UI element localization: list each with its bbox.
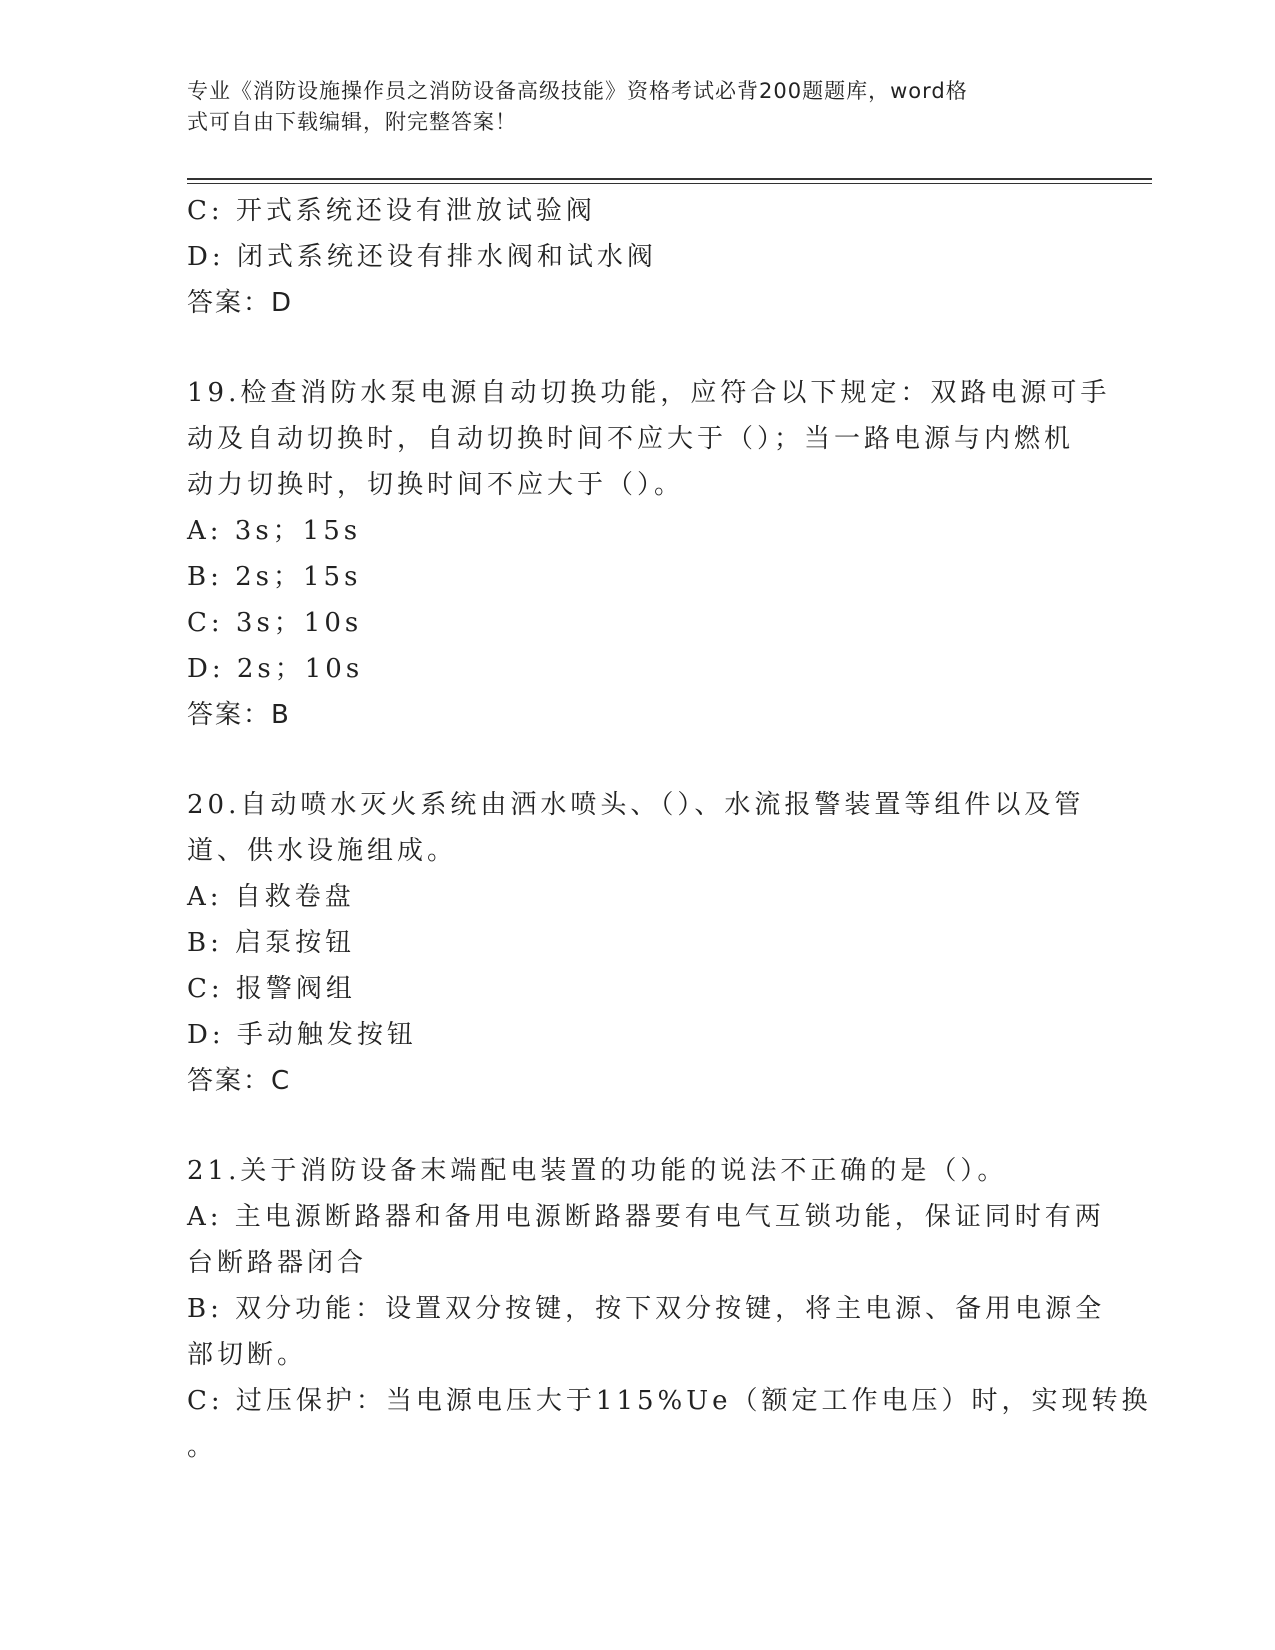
option-c-continued: 。	[187, 1432, 218, 1462]
option-b: B: 2s；15s	[187, 562, 362, 592]
header-divider-thin	[187, 183, 1152, 184]
question-stem: 19.检查消防水泵电源自动切换功能，应符合以下规定：双路电源可手	[187, 378, 1111, 408]
question-stem: 20.自动喷水灭火系统由洒水喷头、（）、水流报警装置等组件以及管	[187, 790, 1085, 820]
option-b: B: 启泵按钮	[187, 928, 356, 958]
answer: 答案：C	[187, 1066, 292, 1096]
question-stem: 动力切换时，切换时间不应大于（）。	[187, 470, 685, 500]
document-header	[187, 76, 1067, 138]
question-stem: 道、供水设施组成。	[187, 836, 458, 866]
answer: 答案：B	[187, 700, 291, 730]
option-c: C: 开式系统还设有泄放试验阀	[187, 196, 596, 226]
spacer	[187, 1104, 1087, 1148]
question-stem: 动及自动切换时，自动切换时间不应大于（）；当一路电源与内燃机	[187, 424, 1075, 454]
question-19	[187, 370, 1111, 738]
answer: 答案：D	[187, 288, 294, 318]
option-a: A: 主电源断路器和备用电源断路器要有电气互锁功能，保证同时有两	[187, 1202, 1105, 1232]
question-18-tail	[187, 188, 1087, 326]
option-c: C: 3s；10s	[187, 608, 363, 638]
question-content	[187, 188, 1152, 1470]
option-c: C: 报警阀组	[187, 974, 356, 1004]
header-line-2: 式可自由下载编辑，附完整答案！	[187, 110, 517, 134]
header-line-1: 专业《消防设施操作员之消防设备高级技能》资格考试必背200题题库，word格	[187, 79, 968, 103]
option-d: D: 闭式系统还设有排水阀和试水阀	[187, 242, 657, 272]
option-a: A: 自救卷盘	[187, 882, 355, 912]
option-b-continued: 部切断。	[187, 1340, 308, 1370]
option-b: B: 双分功能：设置双分按键，按下双分按键，将主电源、备用电源全	[187, 1294, 1106, 1324]
spacer	[187, 738, 1087, 782]
option-a-continued: 台断路器闭合	[187, 1248, 368, 1278]
option-d: D: 手动触发按钮	[187, 1020, 417, 1050]
spacer	[187, 326, 1087, 370]
header-divider-thick	[187, 178, 1152, 180]
question-stem: 21.关于消防设备末端配电装置的功能的说法不正确的是（）。	[187, 1156, 1008, 1186]
question-20	[187, 782, 1087, 1104]
option-c: C: 过压保护：当电源电压大于115%Ue（额定工作电压）时，实现转换	[187, 1386, 1152, 1416]
option-d: D: 2s；10s	[187, 654, 364, 684]
option-a: A: 3s；15s	[187, 516, 362, 546]
question-21	[187, 1148, 1152, 1470]
